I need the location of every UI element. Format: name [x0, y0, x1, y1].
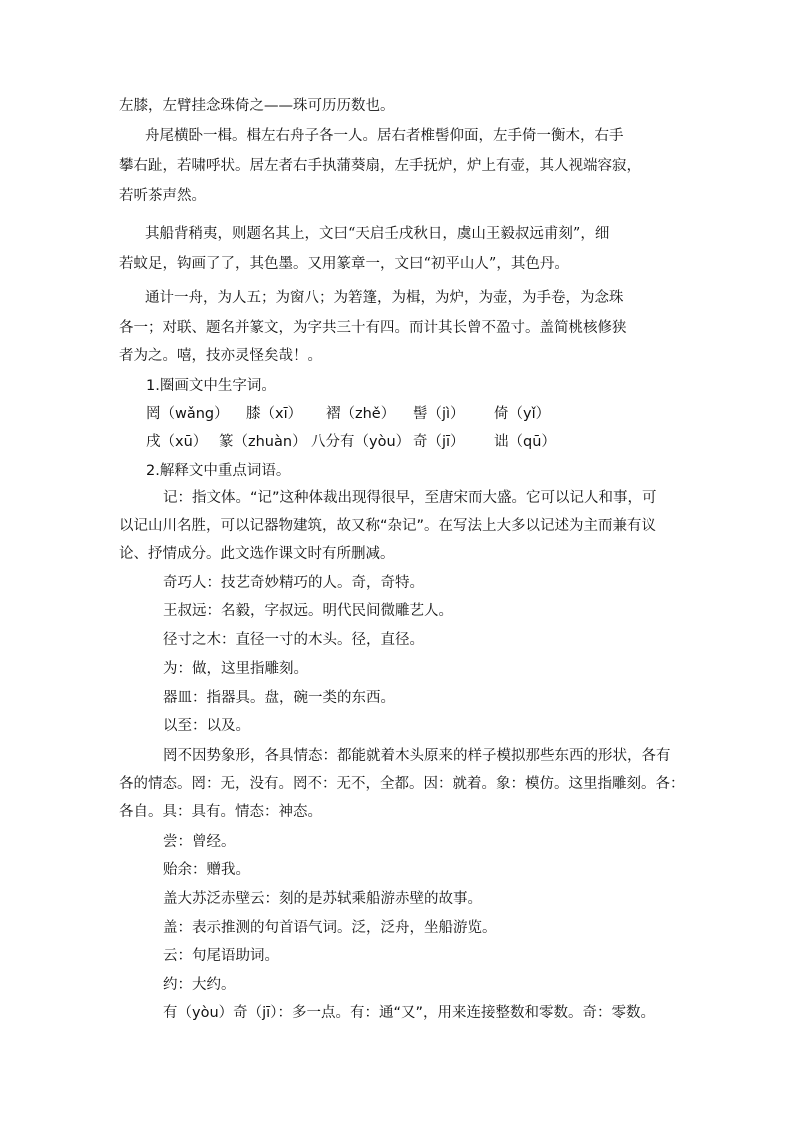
- definition-item: 为：做，这里指雕刻。: [163, 661, 308, 677]
- passage-paragraph-2-line-2: 攀右趾，若啸呼状。居左者右手执蒲葵扇，左手抚炉，炉上有壶，其人视端容寂，: [119, 158, 641, 174]
- vocab-item: 诎（qū）: [494, 434, 556, 450]
- definition-wang-line-3: 各自。具：具有。情态：神态。: [119, 804, 322, 820]
- definition-item: 盖：表示推测的句首语气词。泛，泛舟，坐船游览。: [163, 920, 497, 936]
- passage-paragraph-2-line-3: 若听茶声然。: [119, 188, 206, 204]
- definition-item: 贻余：赠我。: [163, 862, 250, 878]
- definition-item: 器皿：指器具。盘，碗一类的东西。: [163, 690, 395, 706]
- vocab-item: 奇（jī）: [413, 434, 465, 450]
- vocab-item: 髻（jì）: [413, 406, 465, 422]
- vocab-item: 膝（xī）: [246, 406, 303, 422]
- vocab-item: 倚（yǐ）: [494, 406, 551, 422]
- definition-item: 约：大约。: [163, 977, 236, 993]
- passage-paragraph-4-line-1: 通计一舟，为人五；为窗八；为箬篷，为楫，为炉，为壶，为手卷，为念珠: [145, 290, 624, 306]
- definition-item: 盖大苏泛赤壁云：刻的是苏轼乘船游赤壁的故事。: [163, 891, 482, 907]
- passage-paragraph-3-line-2: 若蚊足，钩画了了，其色墨。又用篆章一，文曰“初平山人”，其色丹。: [119, 256, 569, 272]
- definition-ji-line-1: 记：指文体。“记”这种体裁出现得很早，至唐宋而大盛。它可以记人和事，可: [163, 490, 657, 506]
- question-2-title: 2.解释文中重点词语。: [146, 463, 291, 479]
- passage-paragraph-1: 左膝，左臂挂念珠倚之——珠可历历数也。: [119, 98, 395, 114]
- vocab-item: 篆（zhuàn）: [219, 434, 307, 450]
- definition-wang-line-1: 罔不因势象形，各具情态：都能就着木头原来的样子模拟那些东西的形状，各有: [163, 748, 671, 764]
- passage-paragraph-3-line-1: 其船背稍夷，则题名其上，文曰“天启壬戌秋日，虞山王毅叔远甫刻”，细: [145, 226, 610, 242]
- definition-ji-line-3: 论、抒情成分。此文选作课文时有所删减。: [119, 546, 395, 562]
- definition-ji-line-2: 以记山川名胜，可以记器物建筑，故又称“杂记”。在写法上大多以记述为主而兼有议: [119, 518, 657, 534]
- passage-paragraph-4-line-3: 者为之。嘻，技亦灵怪矣哉！。: [119, 348, 322, 364]
- definition-item: 云：句尾语助词。: [163, 948, 279, 964]
- vocab-item: 八分有（yòu）: [311, 434, 411, 450]
- passage-paragraph-2-line-1: 舟尾横卧一楫。楫左右舟子各一人。居右者椎髻仰面，左手倚一衡木，右手: [145, 128, 624, 144]
- definition-item: 王叔远：名毅，字叔远。明代民间微雕艺人。: [163, 603, 453, 619]
- definition-wang-line-2: 各的情态。罔：无，没有。罔不：无不，全都。因：就着。象：模仿。这里指雕刻。各：: [119, 776, 685, 792]
- vocab-item: 罔（wǎng）: [146, 406, 229, 422]
- vocab-item: 戌（xū）: [146, 434, 208, 450]
- passage-paragraph-4-line-2: 各一；对联、题名并篆文，为字共三十有四。而计其长曾不盈寸。盖简桃核修狭: [119, 320, 627, 336]
- vocab-item: 褶（zhě）: [326, 406, 396, 422]
- definition-item: 尝：曾经。: [163, 834, 236, 850]
- definition-item: 径寸之木：直径一寸的木头。径，直径。: [163, 632, 424, 648]
- definition-item: 以至：以及。: [163, 718, 250, 734]
- definition-item: 奇巧人：技艺奇妙精巧的人。奇，奇特。: [163, 575, 424, 591]
- question-1-title: 1.圈画文中生字词。: [146, 378, 276, 394]
- definition-item: 有（yòu）奇（jī）：多一点。有：通“又”，用来连接整数和零数。奇：零数。: [163, 1005, 655, 1021]
